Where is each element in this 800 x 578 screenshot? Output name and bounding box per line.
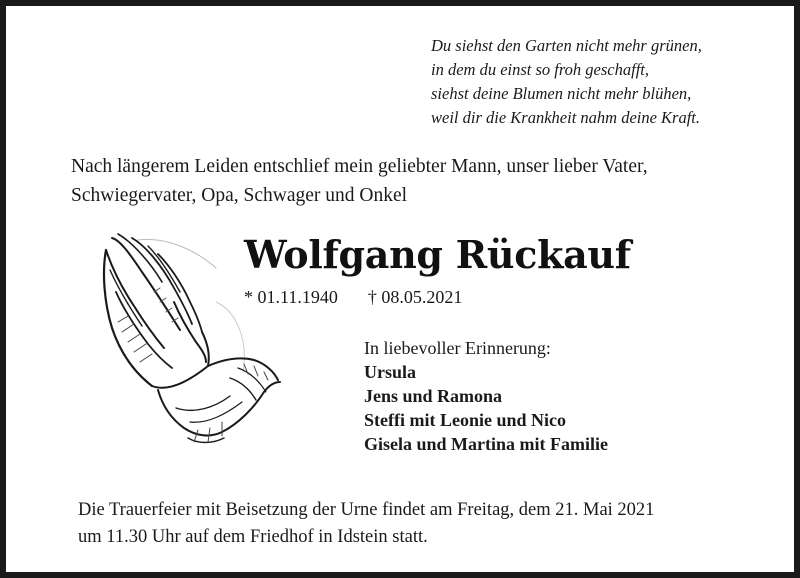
poem-line: weil dir die Krankheit nahm deine Kraft. (431, 108, 701, 127)
intro-line: Nach längerem Leiden entschlief mein geliebter Mann, unser lieber Vater, (71, 156, 648, 177)
poem-line: in dem du einst so froh geschafft, (431, 60, 649, 79)
birth-date: * 01.11.1940 (244, 287, 338, 307)
poem (431, 34, 702, 130)
funeral-notice (78, 497, 654, 551)
poem-line: Du siehst den Garten nicht mehr grünen, (431, 36, 702, 55)
mourners-heading: In liebevoller Erinnerung: (364, 338, 551, 358)
funeral-line: Die Trauerfeier mit Beisetzung der Urne findet am Freitag, dem 21. Mai 2021 (78, 500, 655, 520)
intro-line: Schwiegervater, Opa, Schwager und Onkel (71, 185, 408, 206)
mourner-name: Gisela und Martina mit Familie (364, 434, 608, 454)
mourner-name: Jens und Ramona (364, 386, 503, 406)
deceased-name: Wolfgang Rückauf (244, 232, 631, 277)
intro-text (71, 152, 648, 210)
mourner-name: Steffi mit Leonie und Nico (364, 410, 566, 430)
mourner-name: Ursula (364, 362, 417, 382)
mourners-block (364, 336, 608, 456)
poem-line: siehst deine Blumen nicht mehr blühen, (431, 84, 692, 103)
life-dates (244, 287, 462, 308)
death-date: † 08.05.2021 (367, 287, 463, 307)
funeral-line: um 11.30 Uhr auf dem Friedhof in Idstein statt. (78, 527, 428, 547)
